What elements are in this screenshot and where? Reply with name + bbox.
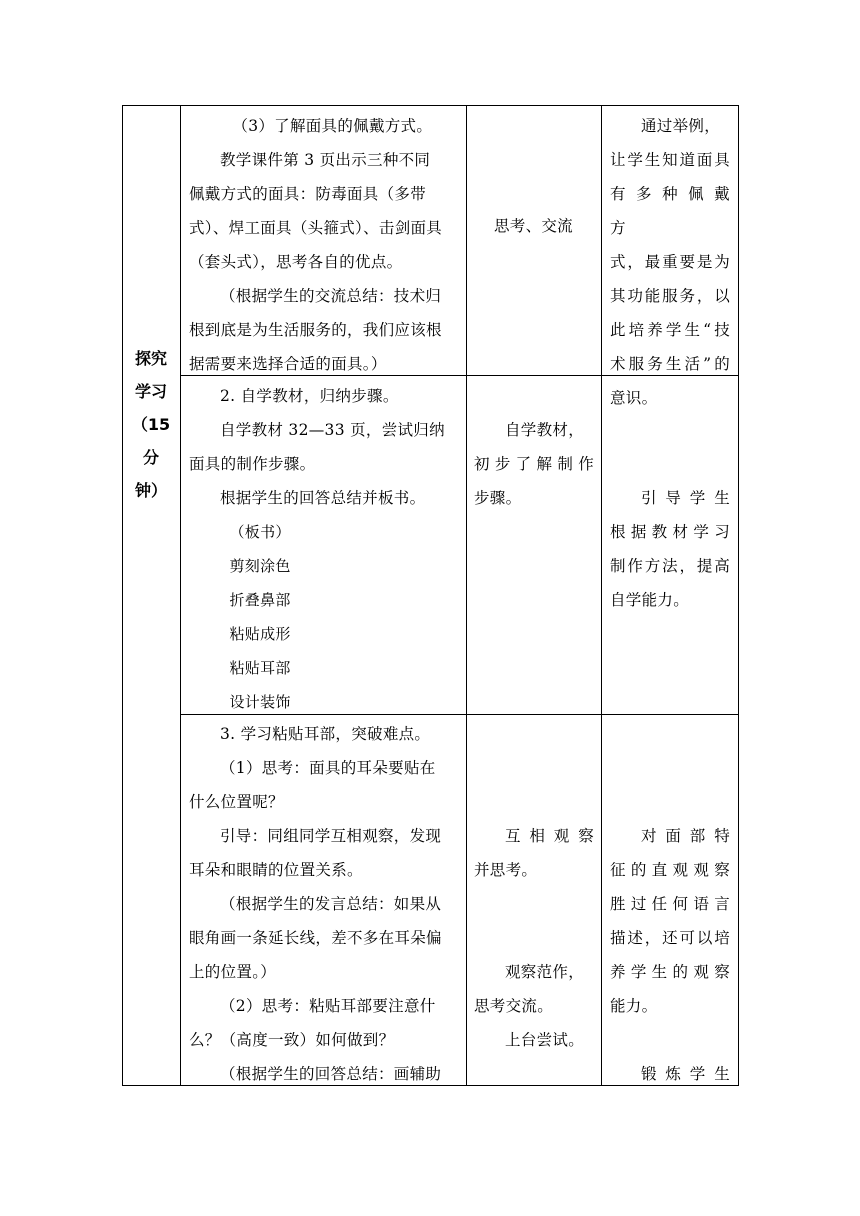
- table-divider-phase: [180, 105, 181, 1086]
- row3-design-intent: 对 面 部 特 征的直观观察 胜过任何语言 描述，还可以培 养学生的观察 能力。: [610, 827, 730, 1015]
- table-divider-student: [601, 105, 602, 1086]
- row1-teacher-activity: （3）了解面具的佩戴方式。 教学课件第 3 页出示三种不同 佩戴方式的面具：防毒面具（多带 式）、焊工面具（头箍式）、击剑面具 （套头式），思考各自的优点。 （根据学生的交流总结：技术归 根到底是为生活服务的，我们应该根 据需要来选择合适的面具。）: [189, 117, 443, 373]
- row2-design-intent: 引 导 学 生 根据教材学习 制作方法，提高 自学能力。: [610, 489, 730, 609]
- row3-student-activity-3: 上台尝试。: [505, 1031, 585, 1049]
- row1-student-activity: 思考、交流: [493, 217, 573, 235]
- phase-label: 探究 学习 （15 分 钟）: [131, 349, 171, 500]
- row2-teacher-activity: 2. 自学教材，归纳步骤。 自学教材 32—33 页，尝试归纳 面具的制作步骤。 根据学生的回答总结并板书。 （板书） 剪刻涂色 折叠鼻部 粘贴成形 粘贴耳部 设计装饰: [189, 379, 461, 719]
- row3-design-intent-2: 锻 炼 学 生: [641, 1065, 730, 1083]
- row1-design-intent: 通过举例， 让学生知道面具 有 多 种 佩 戴 方 式，最重要是为 其功能服务，以 此培养学生“技 术服务生活”的 意识。: [610, 117, 730, 407]
- table-border-right: [738, 105, 739, 1086]
- row3-student-activity-2: 观察范作， 思考交流。: [474, 963, 585, 1015]
- table-border-top: [122, 105, 739, 106]
- lesson-plan-table: [122, 105, 739, 1086]
- row2-student-activity: 自学教材， 初步了解制作 步骤。: [474, 421, 594, 507]
- table-border-left: [122, 105, 123, 1086]
- table-divider-teacher: [466, 105, 467, 1086]
- row3-teacher-activity: 3. 学习粘贴耳部，突破难点。 （1）思考：面具的耳朵要贴在 什么位置呢？ 引导：同组同学互相观察，发现 耳朵和眼睛的位置关系。 （根据学生的发言总结：如果从 眼角画一条延长线，差不多在耳朵偏 上的位置。） （2）思考：粘贴耳部要注意什 么？（高度一致）如何做到？ （根据学生的回答总结：画辅助: [189, 725, 442, 1083]
- row3-student-activity: 互相观察 并思考。: [474, 827, 594, 879]
- blackboard-steps: （板书） 剪刻涂色 折叠鼻部 粘贴成形 粘贴耳部 设计装饰: [229, 523, 291, 711]
